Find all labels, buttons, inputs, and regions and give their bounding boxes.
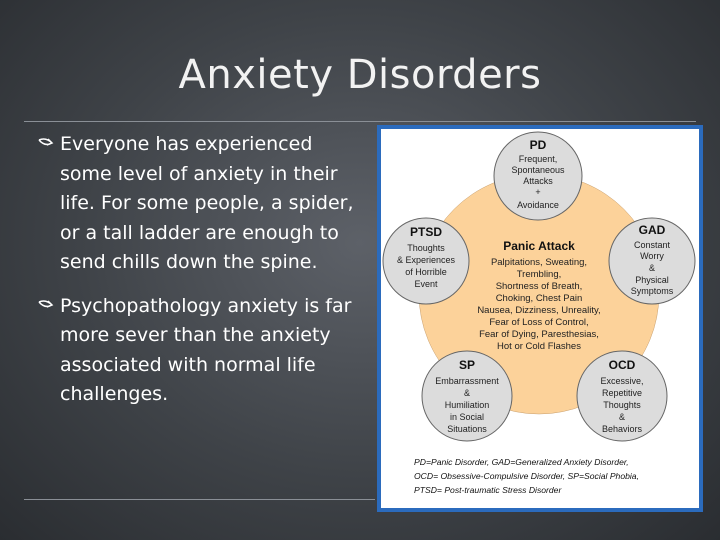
node-line: Thoughts [603,400,641,410]
legend-line: PTSD= Post-traumatic Stress Disorder [414,485,562,495]
legend-line: OCD= Obsessive-Compulsive Disorder, SP=Social Phobia, [414,471,639,481]
node-line: Constant [633,240,671,250]
node-line: Spontaneous [511,165,565,175]
node-line: Event [414,279,438,289]
node-line: Frequent, [518,154,558,164]
node-line: Humiliation [444,400,490,410]
node-title: PD [529,138,547,152]
center-line: Trembling, [516,269,562,280]
bullet-item [36,292,366,410]
center-line: Palpitations, Sweating, [490,257,588,268]
center-line: Fear of Dying, Paresthesias, [479,329,599,340]
node-line: of Horrible [405,267,447,277]
node-gad [609,218,695,304]
node-line: in Social [449,412,485,422]
node-title: GAD [638,223,666,237]
node-ptsd [383,218,469,304]
diagram-legend [414,457,639,495]
bullet-list [36,130,366,424]
center-line: Fear of Loss of Control, [489,317,589,328]
node-line: Thoughts [407,243,445,253]
node-line: Excessive, [600,376,644,386]
node-title: SP [458,358,476,372]
node-line: Repetitive [601,388,643,398]
node-line: & [463,388,471,398]
bullet-arrow-icon [36,296,56,316]
title-divider [24,121,696,122]
node-title: OCD [608,358,636,372]
node-line: Avoidance [517,200,559,210]
bullet-text: Everyone has experienced some level of anxiety in their life. For some people, a spider, or a tall ladder are enough to send chills down the spine. [60,133,354,273]
anxiety-diagram [377,125,703,512]
node-line: Worry [640,251,664,261]
center-line: Nausea, Dizziness, Unreality, [477,305,601,316]
node-line: Situations [447,424,487,434]
node-ocd [577,351,667,441]
bullet-item [36,130,366,278]
node-sp [422,351,512,441]
legend-line: PD=Panic Disorder, GAD=Generalized Anxiety Disorder, [414,457,629,467]
center-line: Shortness of Breath, [495,281,583,292]
node-line: + [535,187,541,197]
node-line: & [648,263,656,273]
center-title: Panic Attack [503,239,575,253]
center-line: Choking, Chest Pain [495,293,583,304]
node-line: Attacks [523,176,553,186]
node-line: & Experiences [396,255,456,265]
node-line: Behaviors [601,424,643,434]
node-line: Embarrassment [435,376,499,386]
center-line: Hot or Cold Flashes [497,341,581,352]
bullet-arrow-icon [36,134,56,154]
diagram-svg [381,129,699,508]
node-line: Symptoms [630,286,674,296]
node-line: Physical [635,275,669,285]
node-title: PTSD [409,225,443,239]
node-line: & [618,412,626,422]
node-pd [494,132,582,220]
slide-title: Anxiety Disorders [178,52,542,98]
bullet-text: Psychopathology anxiety is far more sever than the anxiety associated with normal life challenges. [60,294,352,405]
footer-divider [24,499,375,500]
